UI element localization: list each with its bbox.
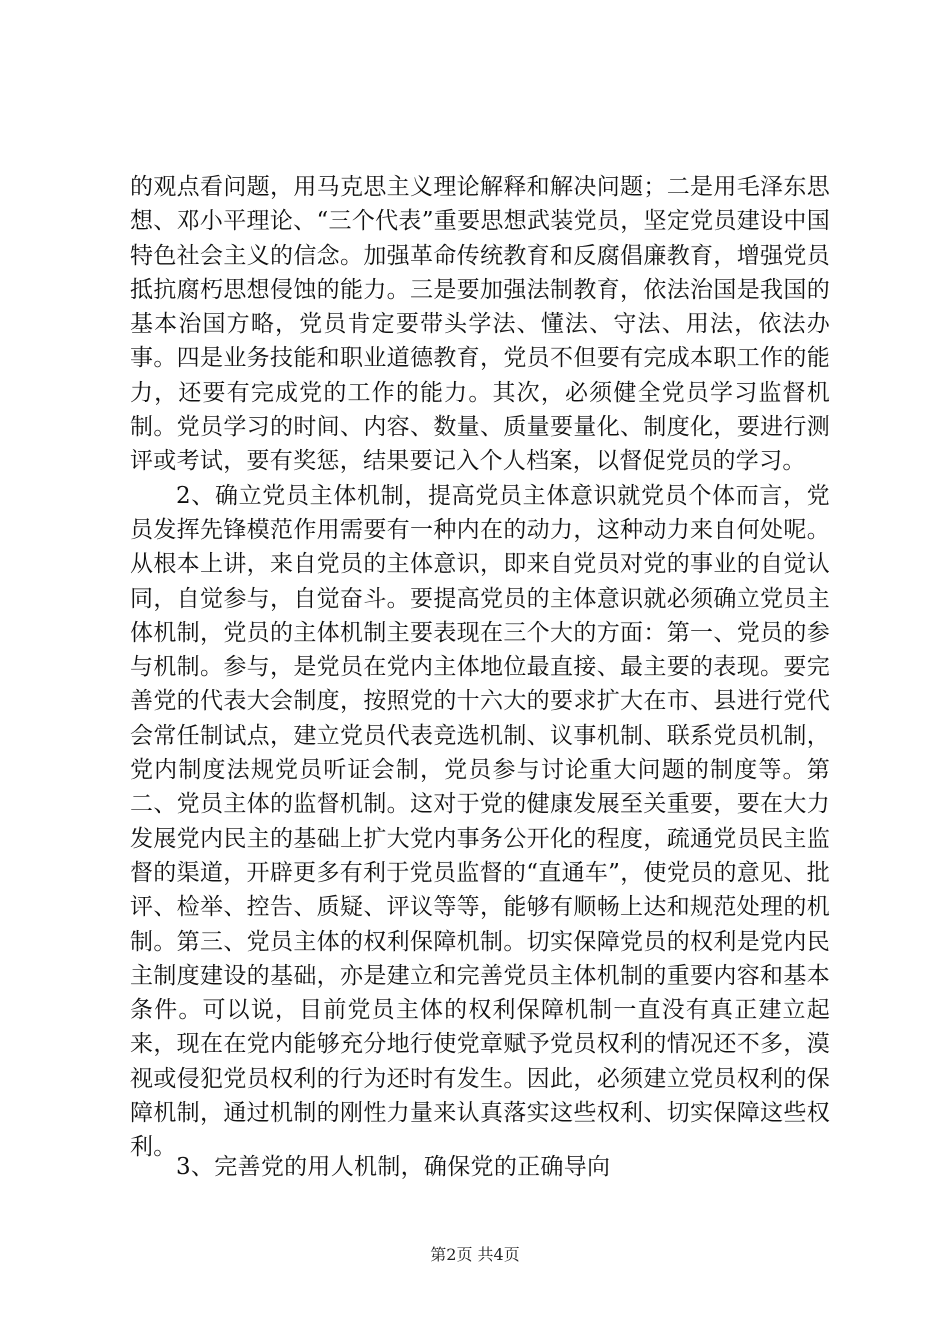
- paragraph-section-2: 2、确立党员主体机制，提高党员主体意识就党员个体而言，党员发挥先锋模范作用需要有一种内在的动力，这种动力来自何处呢。从根本上讲，来自党员的主体意识，即来自党员对党的事业的自觉认同，自觉参与，自觉奋斗。要提高党员的主体意识就必须确立党员主体机制，党员的主体机制主要表现在三个大的方面：第一、党员的参与机制。参与，是党员在党内主体地位最直接、最主要的表现。要完善党的代表大会制度，按照党的十六大的要求扩大在市、县进行党代会常任制试点，建立党员代表竞选机制、议事机制、联系党员机制，党内制度法规党员听证会制，党员参与讨论重大问题的制度等。第二、党员主体的监督机制。这对于党的健康发展至关重要，要在大力发展党内民主的基础上扩大党内事务公开化的程度，疏通党员民主监督的渠道，开辟更多有利于党员监督的“直通车”，使党员的意见、批评、检举、控告、质疑、评议等等，能够有顺畅上达和规范处理的机制。第三、党员主体的权利保障机制。切实保障党员的权利是党内民主制度建设的基础，亦是建立和完善党员主体机制的重要内容和基本条件。可以说，目前党员主体的权利保障机制一直没有真正建立起来，现在在党内能够充分地行使党章赋予党员权利的情况还不多，漠视或侵犯党员权利的行为还时有发生。因此，必须建立党员权利的保障机制，通过机制的刚性力量来认真落实这些权利、切实保障这些权利。: [130, 482, 830, 1161]
- section-heading-3: 3、完善党的用人机制，确保党的正确导向: [176, 1154, 611, 1180]
- document-body: [130, 170, 830, 1165]
- page-footer: 第2页 共4页: [430, 1245, 520, 1264]
- paragraph-continuation: 的观点看问题，用马克思主义理论解释和解决问题；二是用毛泽东思想、邓小平理论、“三个代表”重要思想武装党员，坚定党员建设中国特色社会主义的信念。加强革命传统教育和反腐倡廉教育，增强党员抵抗腐朽思想侵蚀的能力。三是要加强法制教育，依法治国是我国的基本治国方略，党员肯定要带头学法、懂法、守法、用法，依法办事。四是业务技能和职业道德教育，党员不但要有完成本职工作的能力，还要有完成党的工作的能力。其次，必须健全党员学习监督机制。党员学习的时间、内容、数量、质量要量化、制度化，要进行测评或考试，要有奖惩，结果要记入个人档案，以督促党员的学习。: [130, 174, 830, 475]
